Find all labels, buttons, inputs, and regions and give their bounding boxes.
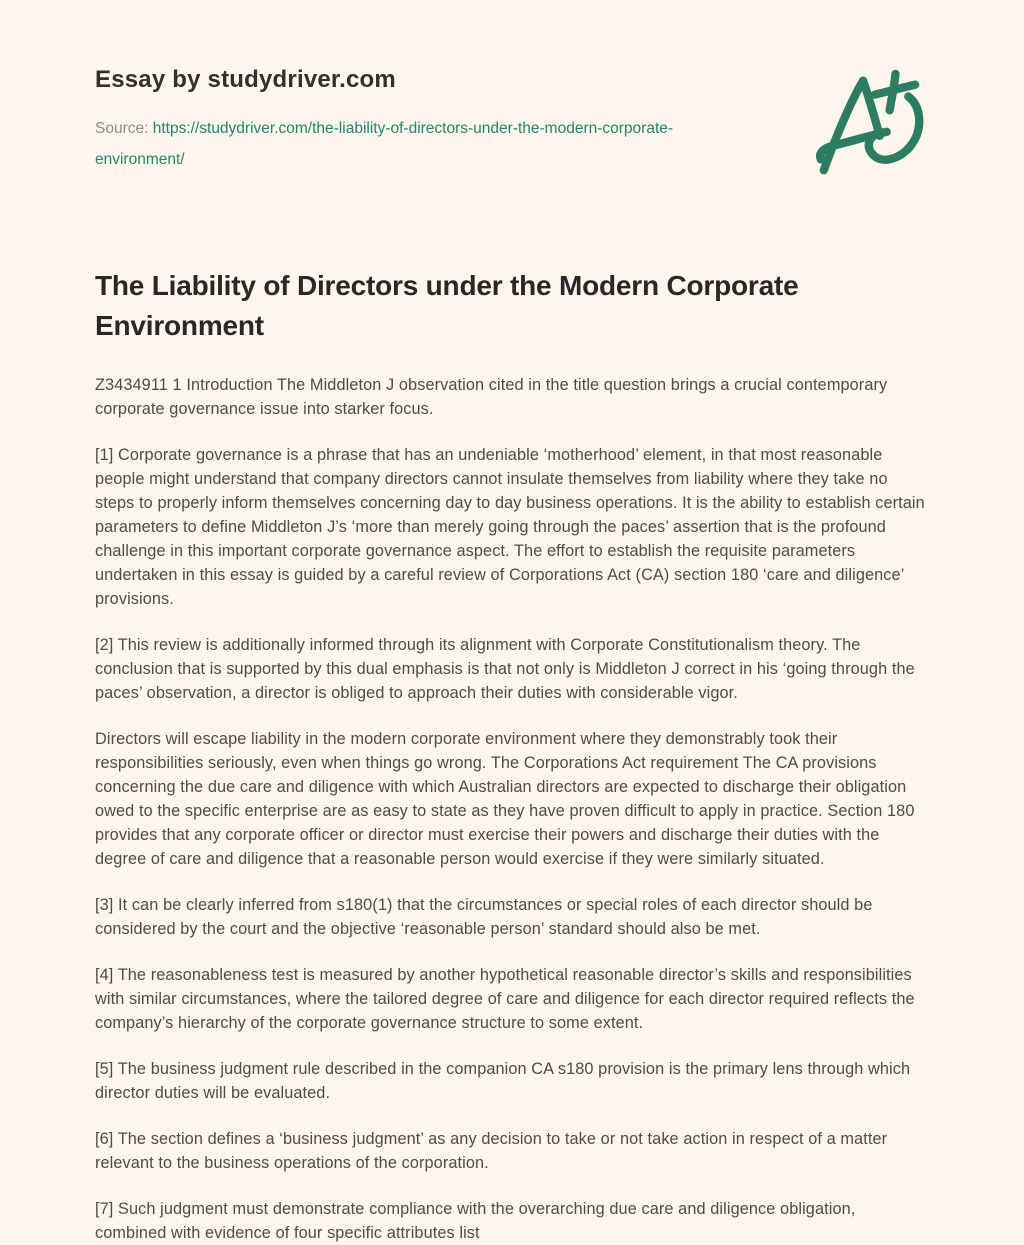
essay-paragraph-5: [5] The business judgment rule described in the companion CA s180 provision is the primary lens through which director duties will be evaluated. [95,1060,911,1102]
page-header [95,66,930,180]
source-label: Source: [95,120,149,137]
essay-paragraph-2: [2] This review is additionally informed through its alignment with Corporate Constitutionalism theory. The conclusion that is supported by this dual emphasis is that not only is Middleton J correct in his ‘going through the paces’ observation, a director is obliged to approach their duties with considerable vigor. [95,636,915,702]
source-line [95,113,755,175]
a-plus-grade-icon [810,167,928,184]
studydriver-logo [810,68,928,180]
essay-paragraph-7: [7] Such judgment must demonstrate compliance with the overarching due care and diligence obligation, combined with evidence of four specific attributes list [95,1200,856,1242]
page-title: The Liability of Directors under the Modern Corporate Environment [95,270,799,341]
essay-paragraph-directors: Directors will escape liability in the modern corporate environment where they demonstrably took their responsibilities seriously, even when things go wrong. The Corporations Act requirement The CA provisions concerning the due care and diligence with which Australian directors are expected to discharge their obligation owed to the specific enterprise are as easy to state as they have proven difficult to apply in practice. Section 180 provides that any corporate officer or director must exercise their powers and discharge their duties with the degree of care and diligence that a reasonable person would exercise if they were similarly situated. [95,730,915,868]
essay-paragraph-4: [4] The reasonableness test is measured by another hypothetical reasonable director’s skills and responsibilities with similar circumstances, where the tailored degree of care and diligence for each director required reflects the company’s hierarchy of the corporate governance structure to some extent. [95,966,915,1032]
essay-paragraph-6: [6] The section defines a ‘business judgment’ as any decision to take or not take action in respect of a matter relevant to the business operations of the corporation. [95,1130,888,1172]
essay-paragraph-intro: Z3434911 1 Introduction The Middleton J observation cited in the title question brings a crucial contemporary corporate governance issue into starker focus. [95,376,888,418]
essay-by-heading: Essay by studydriver.com [95,66,396,93]
header-text-block [95,66,755,175]
source-link[interactable]: https://studydriver.com/the-liability-of-directors-under-the-modern-corporate-environment/ [95,120,674,168]
essay-article [95,266,930,1245]
essay-paragraph-3: [3] It can be clearly inferred from s180(1) that the circumstances or special roles of each director should be considered by the court and the objective ‘reasonable person’ standard should also be met. [95,896,873,938]
essay-paragraph-1: [1] Corporate governance is a phrase that has an undeniable ‘motherhood’ element, in that most reasonable people might understand that company directors cannot insulate themselves from liability where they take no steps to properly inform themselves concerning day to day business operations. It is the ability to establish certain parameters to define Middleton J’s ‘more than merely going through the paces’ assertion that is the profound challenge in this important corporate governance aspect. The effort to establish the requisite parameters undertaken in this essay is guided by a careful review of Corporations Act (CA) section 180 ‘care and diligence’ provisions. [95,446,925,608]
